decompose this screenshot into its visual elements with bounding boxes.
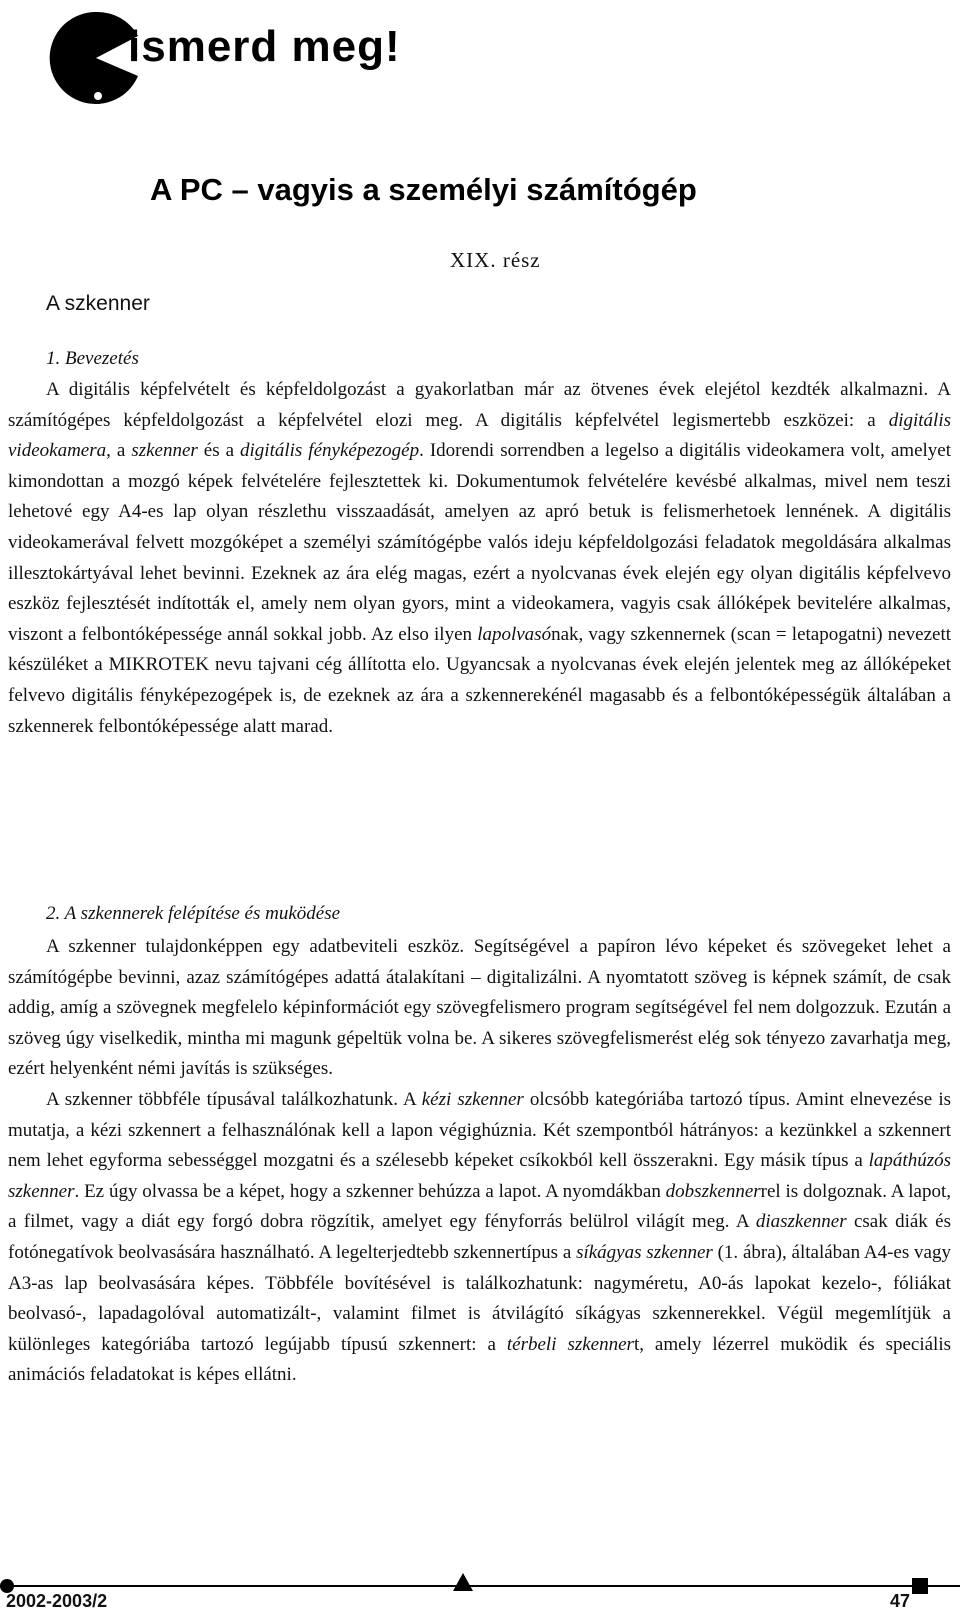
page-number: 47 [889, 1591, 910, 1611]
masthead: ismerd meg! [128, 22, 401, 71]
issue-number: 2002-2003/2 [6, 1591, 108, 1611]
article-title: A PC – vagyis a személyi számítógép [150, 172, 697, 207]
paragraph: A digitális képfelvételt és képfeldolgozást a gyakorlatban már az ötvenes évek elejétol kezdték alkalmazni. A számítógépes képfeldolgozást a képfelvétel elozi meg. A digitális képfelvétel legismertebb eszközei: a digitális videokamera, a szkenner és a digitális fényképezogép. Idorendi sorrendben a legelso a digitális videokamera volt, amelyet kimondottan a mozgó képek felvételére fejlesztettek ki. Dokumentumok felvételére kevésbé alkalmas, mivel nem teszi lehetové egy A4-es lap olyan részlethu visszaadását, amelyen az apró betuk is felismerhetoek lennének. A digitális videokamerával felvett mozgóképet a személyi számítógépbe valós ideju képfeldolgozási feladatok megoldására alkalmas illesztokártyával lehet bevinni. Ezeknek az ára elég magas, ezért a nyolcvanas évek elején egy olyan digitális képfelvevo eszköz fejlesztését indították el, amely nem olyan gyors, mint a videokamera, vagyis csak állóképek bevitelére alkalmas, viszont a felbontóképessége annál sokkal jobb. Az elso ilyen lapolvasónak, vagy szkennernek (scan = letapogatni) nevezett készüléket a MIKROTEK nevu tajvani cég állította elo. Ugyancsak a nyolcvanas évek elején jelentek meg az állóképeket felvevo digitális fényképezogépek is, de ezeknek az ára a szkennerekénél magasabb és a felbontóképességük általában a szkennerek felbontóképessége alatt marad. [8, 379, 952, 737]
footer-rule [0, 1585, 960, 1587]
square-icon [912, 1578, 928, 1594]
series-part: XIX. rész [450, 248, 541, 272]
triangle-icon [453, 1573, 473, 1591]
section-body-intro [8, 375, 951, 742]
article-subject: A szkenner [46, 292, 150, 315]
section-heading-intro: 1. Bevezetés [46, 348, 139, 369]
paragraph: A szkenner többféle típusával találkozhatunk. A kézi szkenner olcsóbb kategóriába tartozó típus. Amint elnevezése is mutatja, a kézi szkennert a felhasználónak kell a lapon végighúznia. Két szempontból hátrányos: a kezünkkel a szkennert nem lehet egyforma sebességgel mozgatni és a szélesebb képeket csíkokból kell összerakni. Egy másik típus a lapáthúzós szkenner. Ez úgy olvassa be a képet, hogy a szkenner behúzza a lapot. A nyomdákban dobszkennerrel is dolgoznak. A lapot, a filmet, vagy a diát egy forgó dobra rögzítik, amelyet egy fényforrás belülrol világít meg. A diaszkenner csak diák és fotónegatívok beolvasására használható. A legelterjedtebb szkennertípus a síkágyas szkenner (1. ábra), általában A4-es vagy A3-as lap beolvasására képes. Többféle bovítésével is találkozhatunk: nagyméretu, A0-ás lapokat kezelo-, fóliákat beolvasó-, lapadagolóval automatizált-, valamint filmet is átvilágító síkágyas szkennerekkel. Végül megemlítjük a különleges kategóriába tartozó legújabb típusú szkennert: a térbeli szkennert, amely lézerrel muködik és speciális animációs feladatokat is képes ellátni. [8, 1088, 951, 1386]
section-heading-structure: 2. A szkennerek felépítése és muködése [46, 903, 341, 924]
paragraph: A szkenner tulajdonképpen egy adatbeviteli eszköz. Segítségével a papíron lévo képeket és szövegeket lehet a számítógépbe bevinni, azaz számítógépes adattá átalakítani – digitalizálni. A nyomtatott szöveg is képnek számít, de csak addig, amíg a szövegnek megfelelo képinformációt egy szövegfelismero program segítségével fel nem dolgozzuk. Ezután a szöveg úgy viselkedik, mintha mi magunk gépeltük volna be. A sikeres szövegfelismerést elég sok tényezo zavarhatja meg, ezért helyenként némi javítás is szükséges. [8, 936, 951, 1080]
section-body-structure [8, 932, 951, 1391]
